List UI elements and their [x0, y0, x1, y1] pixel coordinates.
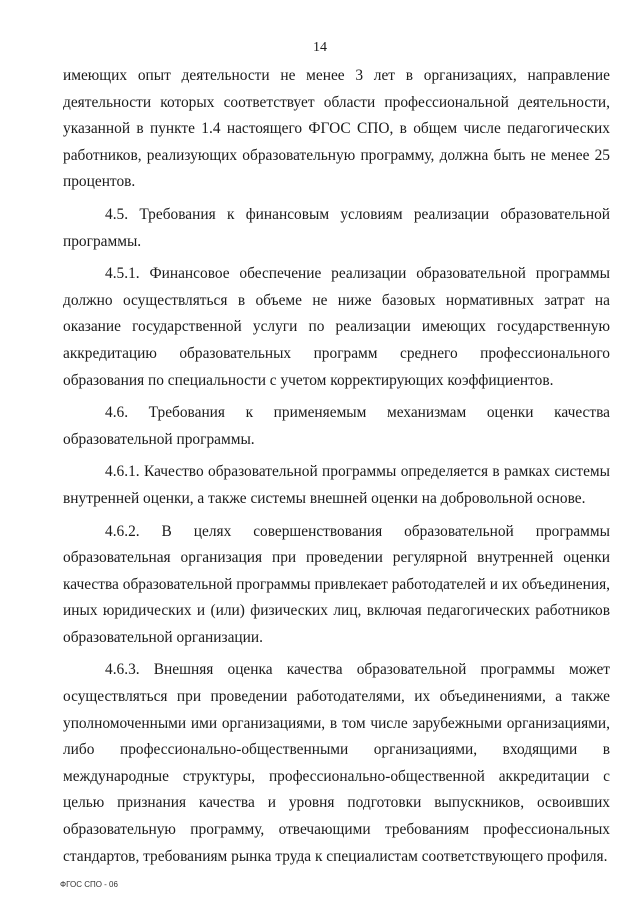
page-number: 14: [313, 40, 327, 55]
paragraph-4-5-1: 4.5.1. Финансовое обеспечение реализации образовательной программы должно осуществляться в объеме не ниже базовых нормативных затрат на оказание государственной услуги по реализации имеющих государственную аккредитацию образовательных программ среднего профессионального образования по специальности с учетом корректирующих коэффициентов.: [63, 265, 610, 389]
paragraph-4-5: 4.5. Требования к финансовым условиям реализации образовательной программы.: [63, 205, 610, 250]
paragraph-4-6: 4.6. Требования к применяемым механизмам оценки качества образовательной программы.: [63, 404, 610, 448]
paragraph-4-6-1: 4.6.1. Качество образовательной программы определяется в рамках системы внутренней оценки, а также системы внешней оценки на добровольной основе.: [63, 463, 610, 507]
paragraph-4-6-3: 4.6.3. Внешняя оценка качества образовательной программы может осуществляться при проведении работодателями, их объединениями, а также уполномоченными ими организациями, в том числе зарубежными организациями, либо профессионально-общественными организациями, входящими в международные структуры, профессионально-общественной аккредитации с целью признания качества и уровня подготовки выпускников, освоивших образовательную программу, отвечающими требованиям профессиональных стандартов, требованиям рынка труда к специалистам соответствующего профиля.: [63, 661, 610, 865]
footer-code: ФГОС СПО - 06: [60, 880, 118, 889]
paragraph-4-6-2: 4.6.2. В целях совершенствования образовательной программы образовательная организация при проведении регулярной внутренней оценки качества образовательной программы привлекает работодателей и их объединения, иных юридических и (или) физических лиц, включая педагогических работников образовательной организации.: [63, 522, 610, 646]
document-body: [63, 63, 610, 870]
paragraph-continuation: имеющих опыт деятельности не менее 3 лет в организациях, направление деятельности которых соответствует области профессиональной деятельности, указанной в пункте 1.4 настоящего ФГОС СПО, в общем числе педагогических работников, реализующих образовательную программу, должна быть не менее 25 процентов.: [63, 67, 610, 191]
